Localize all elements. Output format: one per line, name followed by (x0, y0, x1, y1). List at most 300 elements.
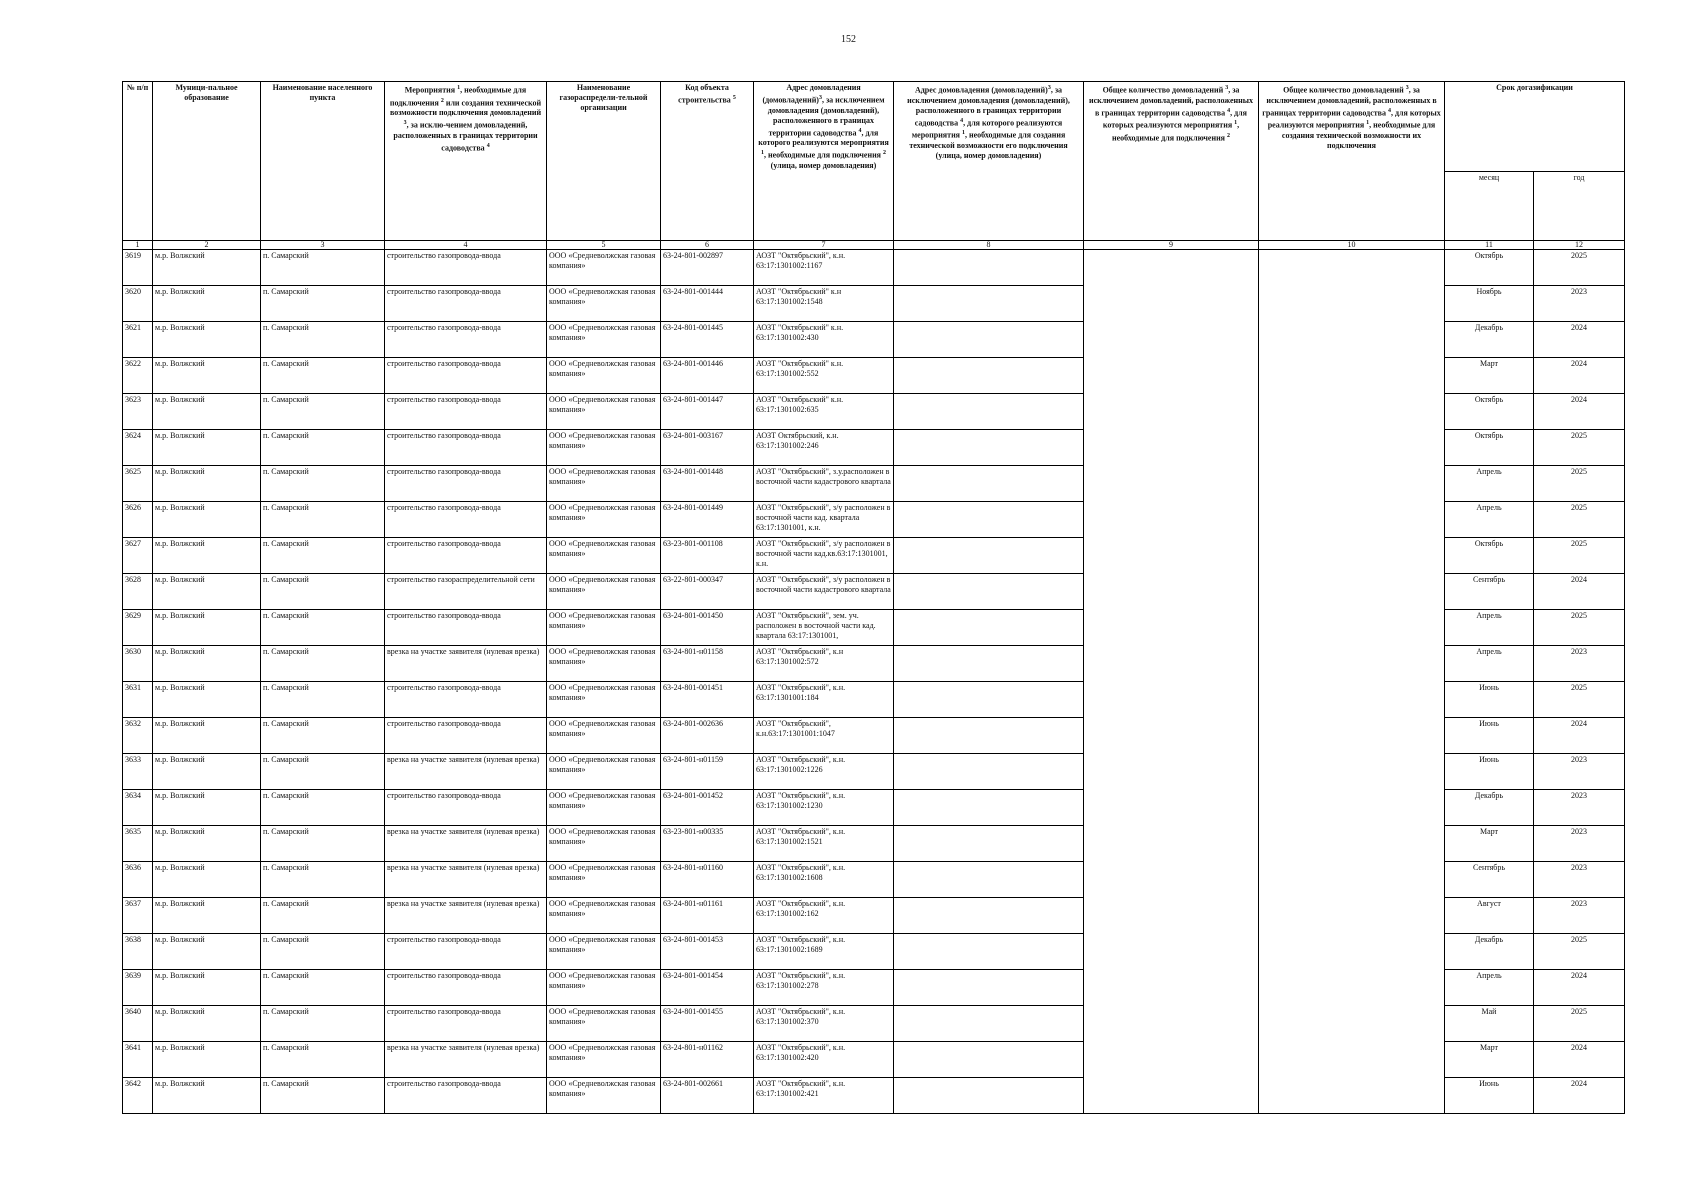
cell-row-number: 3633 (123, 754, 153, 790)
cell-year: 2025 (1534, 538, 1625, 574)
cell-address-technical (894, 754, 1084, 790)
cell-year: 2023 (1534, 790, 1625, 826)
cell-object-code: 63-24-801-001445 (661, 322, 754, 358)
cell-settlement: п. Самарский (261, 286, 385, 322)
cell-row-number: 3640 (123, 1006, 153, 1042)
cell-municipality: м.р. Волжский (153, 574, 261, 610)
cell-month: Декабрь (1445, 322, 1534, 358)
cell-address-technical (894, 394, 1084, 430)
table-row (123, 754, 1625, 790)
cell-organization: ООО «Средневолжская газовая компания» (547, 430, 661, 466)
cell-year: 2024 (1534, 394, 1625, 430)
cell-month: Октябрь (1445, 250, 1534, 286)
cell-count-technical (1259, 862, 1445, 898)
cell-month: Апрель (1445, 502, 1534, 538)
cell-address: АОЗТ "Октябрьский", к.н. 63:17:1301001:184 (754, 682, 894, 718)
table-body (123, 250, 1625, 1114)
header-deadline: Срок догазификации (1445, 82, 1625, 172)
cell-address-technical (894, 358, 1084, 394)
cell-organization: ООО «Средневолжская газовая компания» (547, 610, 661, 646)
cell-object-code: 63-24-801-001451 (661, 682, 754, 718)
cell-count-connection (1084, 646, 1259, 682)
cell-count-technical (1259, 1042, 1445, 1078)
table-row (123, 718, 1625, 754)
cell-municipality: м.р. Волжский (153, 610, 261, 646)
table-row (123, 970, 1625, 1006)
cell-object-code: 63-24-801-н01161 (661, 898, 754, 934)
cell-municipality: м.р. Волжский (153, 1006, 261, 1042)
cell-row-number: 3627 (123, 538, 153, 574)
cell-month: Декабрь (1445, 790, 1534, 826)
cell-count-connection (1084, 898, 1259, 934)
cell-address: АОЗТ "Октябрьский", з.у.расположен в восточной части кадастрового квартала (754, 466, 894, 502)
header-count-connection: Общее количество домовладений $^3$, за исключением домовладений, расположенных в границах территории садоводства $^4$, для которых реализуются мероприятия $^1$, необходимые для подключения $^2$ (1084, 82, 1259, 241)
column-number: 11 (1445, 241, 1534, 250)
cell-organization: ООО «Средневолжская газовая компания» (547, 826, 661, 862)
cell-settlement: п. Самарский (261, 430, 385, 466)
cell-settlement: п. Самарский (261, 610, 385, 646)
cell-event: строительство газопровода-ввода (385, 358, 547, 394)
header-events: Мероприятия $^1$, необходимые для подключения $^2$ или создания технической возможности подключения домовладений $^3$, за исклю-чением домовладений, расположенных в границах территории садоводства $^4$ (385, 82, 547, 241)
table-row (123, 358, 1625, 394)
cell-municipality: м.р. Волжский (153, 286, 261, 322)
cell-settlement: п. Самарский (261, 502, 385, 538)
cell-count-connection (1084, 466, 1259, 502)
cell-address: АОЗТ "Октябрьский", з/у расположен в восточной части кад. квартала 63:17:1301001, к.н. (754, 502, 894, 538)
cell-organization: ООО «Средневолжская газовая компания» (547, 538, 661, 574)
cell-municipality: м.р. Волжский (153, 1042, 261, 1078)
cell-year: 2023 (1534, 754, 1625, 790)
cell-count-connection (1084, 934, 1259, 970)
cell-address-technical (894, 610, 1084, 646)
cell-municipality: м.р. Волжский (153, 430, 261, 466)
column-number: 9 (1084, 241, 1259, 250)
column-number: 1 (123, 241, 153, 250)
cell-address-technical (894, 718, 1084, 754)
cell-object-code: 63-24-801-001444 (661, 286, 754, 322)
cell-year: 2025 (1534, 682, 1625, 718)
cell-month: Апрель (1445, 970, 1534, 1006)
cell-event: строительство газопровода-ввода (385, 430, 547, 466)
cell-count-technical (1259, 1078, 1445, 1114)
header-year: год (1534, 172, 1625, 241)
table-row (123, 682, 1625, 718)
cell-month: Сентябрь (1445, 574, 1534, 610)
cell-year: 2023 (1534, 646, 1625, 682)
cell-address-technical (894, 682, 1084, 718)
cell-row-number: 3636 (123, 862, 153, 898)
cell-address: АОЗТ "Октябрьский" к.н. 63:17:1301002:430 (754, 322, 894, 358)
cell-count-connection (1084, 394, 1259, 430)
cell-row-number: 3626 (123, 502, 153, 538)
cell-count-technical (1259, 610, 1445, 646)
cell-count-connection (1084, 862, 1259, 898)
cell-year: 2024 (1534, 718, 1625, 754)
cell-event: строительство газопровода-ввода (385, 250, 547, 286)
cell-count-technical (1259, 574, 1445, 610)
cell-event: врезка на участке заявителя (нулевая врезка) (385, 1042, 547, 1078)
cell-address: АОЗТ "Октябрьский", зем. уч. расположен в восточной части кад. квартала 63:17:1301001, (754, 610, 894, 646)
cell-organization: ООО «Средневолжская газовая компания» (547, 934, 661, 970)
page-number: 152 (841, 34, 856, 45)
cell-row-number: 3622 (123, 358, 153, 394)
cell-address: АОЗТ "Октябрьский", з/у расположен в восточной части кад.кв.63:17:1301001, к.н. (754, 538, 894, 574)
header-address-technical: Адрес домовладения (домовладений)$^3$, за исключением домовладения (домовладений), расположенного в границах территории садоводства $^4$, для которого реализуются мероприятия $^1$, необходимые для создания технической возможности его подключения (улица, номер домовладения) (894, 82, 1084, 241)
cell-address-technical (894, 646, 1084, 682)
cell-count-technical (1259, 790, 1445, 826)
cell-address: АОЗТ "Октябрьский", к.н. 63:17:1301002:1226 (754, 754, 894, 790)
cell-month: Октябрь (1445, 430, 1534, 466)
cell-month: Апрель (1445, 646, 1534, 682)
cell-event: строительство газопровода-ввода (385, 538, 547, 574)
cell-settlement: п. Самарский (261, 718, 385, 754)
cell-event: строительство газопровода-ввода (385, 1006, 547, 1042)
cell-count-technical (1259, 538, 1445, 574)
cell-count-technical (1259, 682, 1445, 718)
cell-event: строительство газопровода-ввода (385, 502, 547, 538)
cell-address: АОЗТ "Октябрьский", к.н. 63:17:1301002:370 (754, 1006, 894, 1042)
header-municipality: Муници-пальное образование (153, 82, 261, 241)
cell-row-number: 3621 (123, 322, 153, 358)
cell-count-connection (1084, 322, 1259, 358)
cell-year: 2025 (1534, 502, 1625, 538)
cell-address: АОЗТ "Октябрьский", к.н. 63:17:1301002:1521 (754, 826, 894, 862)
cell-count-connection (1084, 250, 1259, 286)
cell-settlement: п. Самарский (261, 898, 385, 934)
header-settlement: Наименование населенного пункта (261, 82, 385, 241)
cell-year: 2025 (1534, 1006, 1625, 1042)
cell-municipality: м.р. Волжский (153, 502, 261, 538)
column-number: 7 (754, 241, 894, 250)
table-row (123, 862, 1625, 898)
cell-year: 2024 (1534, 970, 1625, 1006)
cell-year: 2023 (1534, 826, 1625, 862)
cell-address-technical (894, 970, 1084, 1006)
cell-municipality: м.р. Волжский (153, 538, 261, 574)
cell-organization: ООО «Средневолжская газовая компания» (547, 646, 661, 682)
cell-count-technical (1259, 322, 1445, 358)
cell-object-code: 63-24-801-002661 (661, 1078, 754, 1114)
cell-address-technical (894, 322, 1084, 358)
cell-row-number: 3630 (123, 646, 153, 682)
table-row (123, 934, 1625, 970)
cell-settlement: п. Самарский (261, 466, 385, 502)
cell-municipality: м.р. Волжский (153, 898, 261, 934)
cell-month: Июнь (1445, 1078, 1534, 1114)
cell-year: 2024 (1534, 1078, 1625, 1114)
cell-year: 2024 (1534, 574, 1625, 610)
cell-settlement: п. Самарский (261, 322, 385, 358)
cell-count-connection (1084, 538, 1259, 574)
cell-address-technical (894, 1042, 1084, 1078)
column-number: 10 (1259, 241, 1445, 250)
cell-address: АОЗТ "Октябрьский" к.н 63:17:1301002:1548 (754, 286, 894, 322)
cell-month: Ноябрь (1445, 286, 1534, 322)
cell-count-technical (1259, 250, 1445, 286)
table-row (123, 502, 1625, 538)
cell-row-number: 3619 (123, 250, 153, 286)
cell-settlement: п. Самарский (261, 538, 385, 574)
cell-object-code: 63-23-801-001108 (661, 538, 754, 574)
header-count-technical: Общее количество домовладений $^3$, за исключением домовладений, расположенных в границах территории садоводства $^4$, для которых реализуются мероприятия $^1$, необходимые для создания технической возможности их подключения (1259, 82, 1445, 241)
cell-object-code: 63-24-801-001446 (661, 358, 754, 394)
cell-organization: ООО «Средневолжская газовая компания» (547, 1006, 661, 1042)
cell-month: Май (1445, 1006, 1534, 1042)
cell-count-technical (1259, 646, 1445, 682)
gasification-table (122, 81, 1625, 1114)
cell-count-connection (1084, 610, 1259, 646)
cell-object-code: 63-24-801-001450 (661, 610, 754, 646)
table-row (123, 1006, 1625, 1042)
cell-count-technical (1259, 466, 1445, 502)
cell-month: Июнь (1445, 754, 1534, 790)
column-number: 12 (1534, 241, 1625, 250)
column-number: 3 (261, 241, 385, 250)
cell-address: АОЗТ "Октябрьский", к.н. 63:17:1301002:278 (754, 970, 894, 1006)
cell-row-number: 3642 (123, 1078, 153, 1114)
table-row (123, 1078, 1625, 1114)
cell-year: 2024 (1534, 322, 1625, 358)
cell-event: врезка на участке заявителя (нулевая врезка) (385, 898, 547, 934)
cell-row-number: 3625 (123, 466, 153, 502)
cell-municipality: м.р. Волжский (153, 322, 261, 358)
cell-settlement: п. Самарский (261, 574, 385, 610)
cell-count-connection (1084, 1006, 1259, 1042)
cell-event: строительство газопровода-ввода (385, 1078, 547, 1114)
cell-event: строительство газопровода-ввода (385, 790, 547, 826)
cell-row-number: 3620 (123, 286, 153, 322)
cell-count-connection (1084, 358, 1259, 394)
cell-organization: ООО «Средневолжская газовая компания» (547, 394, 661, 430)
cell-settlement: п. Самарский (261, 790, 385, 826)
cell-address-technical (894, 1078, 1084, 1114)
table-row (123, 250, 1625, 286)
cell-object-code: 63-24-801-н01162 (661, 1042, 754, 1078)
cell-object-code: 63-22-801-000347 (661, 574, 754, 610)
cell-municipality: м.р. Волжский (153, 358, 261, 394)
cell-event: строительство газопровода-ввода (385, 286, 547, 322)
cell-object-code: 63-24-801-001453 (661, 934, 754, 970)
cell-settlement: п. Самарский (261, 1078, 385, 1114)
header-gas-organization: Наименование газораспредели-тельной организации (547, 82, 661, 241)
column-number-row (123, 241, 1625, 250)
cell-year: 2024 (1534, 358, 1625, 394)
cell-organization: ООО «Средневолжская газовая компания» (547, 718, 661, 754)
table-row (123, 286, 1625, 322)
cell-event: строительство газопровода-ввода (385, 394, 547, 430)
cell-month: Сентябрь (1445, 862, 1534, 898)
column-number: 8 (894, 241, 1084, 250)
cell-object-code: 63-24-801-н01160 (661, 862, 754, 898)
cell-count-technical (1259, 286, 1445, 322)
cell-event: строительство газопровода-ввода (385, 610, 547, 646)
cell-count-technical (1259, 754, 1445, 790)
cell-count-connection (1084, 430, 1259, 466)
cell-address: АОЗТ "Октябрьский", к.н. 63:17:1301002:420 (754, 1042, 894, 1078)
cell-object-code: 63-23-801-н00335 (661, 826, 754, 862)
table-row (123, 790, 1625, 826)
cell-address-technical (894, 898, 1084, 934)
cell-year: 2024 (1534, 1042, 1625, 1078)
cell-count-technical (1259, 430, 1445, 466)
cell-municipality: м.р. Волжский (153, 826, 261, 862)
cell-object-code: 63-24-801-001448 (661, 466, 754, 502)
cell-event: строительство газопровода-ввода (385, 466, 547, 502)
cell-object-code: 63-24-801-002897 (661, 250, 754, 286)
table-row (123, 1042, 1625, 1078)
column-number: 4 (385, 241, 547, 250)
cell-address-technical (894, 250, 1084, 286)
table-row (123, 826, 1625, 862)
cell-object-code: 63-24-801-003167 (661, 430, 754, 466)
cell-settlement: п. Самарский (261, 358, 385, 394)
cell-organization: ООО «Средневолжская газовая компания» (547, 502, 661, 538)
table-row (123, 610, 1625, 646)
cell-organization: ООО «Средневолжская газовая компания» (547, 682, 661, 718)
header-address-connection: Адрес домовладения (домовладений)$^3$, за исключением домовладения (домовладений), расположенного в границах территории садоводства $^4$, для которого реализуются мероприятия $^1$, необходимые для подключения $^2$ (улица, номер домовладения) (754, 82, 894, 241)
cell-count-technical (1259, 934, 1445, 970)
cell-municipality: м.р. Волжский (153, 970, 261, 1006)
cell-address-technical (894, 466, 1084, 502)
cell-address: АОЗТ "Октябрьский", к.н. 63:17:1301002:1689 (754, 934, 894, 970)
cell-row-number: 3624 (123, 430, 153, 466)
table-row (123, 898, 1625, 934)
cell-event: строительство газопровода-ввода (385, 682, 547, 718)
cell-address-technical (894, 1006, 1084, 1042)
cell-event: врезка на участке заявителя (нулевая врезка) (385, 862, 547, 898)
cell-month: Апрель (1445, 466, 1534, 502)
cell-year: 2025 (1534, 430, 1625, 466)
header-month: месяц (1445, 172, 1534, 241)
cell-row-number: 3634 (123, 790, 153, 826)
cell-address: АОЗТ "Октябрьский" к.н. 63:17:1301002:552 (754, 358, 894, 394)
cell-count-connection (1084, 718, 1259, 754)
cell-settlement: п. Самарский (261, 970, 385, 1006)
cell-event: строительство газораспределительной сети (385, 574, 547, 610)
table-row (123, 430, 1625, 466)
cell-organization: ООО «Средневолжская газовая компания» (547, 970, 661, 1006)
cell-count-technical (1259, 826, 1445, 862)
cell-object-code: 63-24-801-001452 (661, 790, 754, 826)
cell-row-number: 3623 (123, 394, 153, 430)
cell-settlement: п. Самарский (261, 862, 385, 898)
cell-count-connection (1084, 790, 1259, 826)
cell-month: Март (1445, 358, 1534, 394)
cell-count-connection (1084, 286, 1259, 322)
cell-count-connection (1084, 1042, 1259, 1078)
cell-organization: ООО «Средневолжская газовая компания» (547, 790, 661, 826)
column-number: 5 (547, 241, 661, 250)
cell-month: Июнь (1445, 682, 1534, 718)
cell-organization: ООО «Средневолжская газовая компания» (547, 286, 661, 322)
table-header (123, 82, 1625, 250)
column-number: 6 (661, 241, 754, 250)
cell-address: АОЗТ "Октябрьский" к.н. 63:17:1301002:635 (754, 394, 894, 430)
cell-year: 2023 (1534, 862, 1625, 898)
cell-row-number: 3639 (123, 970, 153, 1006)
cell-year: 2025 (1534, 610, 1625, 646)
cell-event: строительство газопровода-ввода (385, 934, 547, 970)
cell-count-connection (1084, 1078, 1259, 1114)
cell-settlement: п. Самарский (261, 826, 385, 862)
cell-address: АОЗТ "Октябрьский", к.н 63:17:1301002:572 (754, 646, 894, 682)
cell-object-code: 63-24-801-002636 (661, 718, 754, 754)
cell-settlement: п. Самарский (261, 1042, 385, 1078)
cell-address-technical (894, 790, 1084, 826)
cell-object-code: 63-24-801-001449 (661, 502, 754, 538)
cell-row-number: 3637 (123, 898, 153, 934)
cell-month: Октябрь (1445, 538, 1534, 574)
cell-count-technical (1259, 394, 1445, 430)
cell-count-technical (1259, 502, 1445, 538)
cell-settlement: п. Самарский (261, 934, 385, 970)
cell-row-number: 3638 (123, 934, 153, 970)
table-row (123, 466, 1625, 502)
cell-address: АОЗТ Октябрьский, к.н. 63:17:1301002:246 (754, 430, 894, 466)
cell-address-technical (894, 430, 1084, 466)
cell-year: 2023 (1534, 898, 1625, 934)
cell-month: Декабрь (1445, 934, 1534, 970)
cell-municipality: м.р. Волжский (153, 934, 261, 970)
cell-organization: ООО «Средневолжская газовая компания» (547, 322, 661, 358)
cell-row-number: 3628 (123, 574, 153, 610)
cell-count-technical (1259, 1006, 1445, 1042)
cell-address: АОЗТ "Октябрьский", к.н. 63:17:1301002:1230 (754, 790, 894, 826)
cell-organization: ООО «Средневолжская газовая компания» (547, 754, 661, 790)
cell-address-technical (894, 574, 1084, 610)
cell-municipality: м.р. Волжский (153, 646, 261, 682)
cell-count-connection (1084, 574, 1259, 610)
cell-object-code: 63-24-801-н01158 (661, 646, 754, 682)
cell-year: 2025 (1534, 250, 1625, 286)
cell-object-code: 63-24-801-001455 (661, 1006, 754, 1042)
cell-organization: ООО «Средневолжская газовая компания» (547, 250, 661, 286)
cell-address-technical (894, 826, 1084, 862)
cell-count-connection (1084, 682, 1259, 718)
cell-organization: ООО «Средневолжская газовая компания» (547, 1042, 661, 1078)
cell-municipality: м.р. Волжский (153, 682, 261, 718)
cell-object-code: 63-24-801-001447 (661, 394, 754, 430)
cell-count-connection (1084, 502, 1259, 538)
cell-settlement: п. Самарский (261, 754, 385, 790)
cell-settlement: п. Самарский (261, 394, 385, 430)
cell-row-number: 3632 (123, 718, 153, 754)
cell-address: АОЗТ "Октябрьский", к.н. 63:17:1301002:162 (754, 898, 894, 934)
header-number: № п/п (123, 82, 153, 241)
cell-count-technical (1259, 898, 1445, 934)
cell-municipality: м.р. Волжский (153, 1078, 261, 1114)
cell-count-connection (1084, 826, 1259, 862)
cell-year: 2025 (1534, 934, 1625, 970)
cell-municipality: м.р. Волжский (153, 718, 261, 754)
cell-month: Март (1445, 1042, 1534, 1078)
cell-municipality: м.р. Волжский (153, 862, 261, 898)
cell-month: Март (1445, 826, 1534, 862)
cell-row-number: 3629 (123, 610, 153, 646)
cell-count-technical (1259, 358, 1445, 394)
cell-event: строительство газопровода-ввода (385, 322, 547, 358)
cell-organization: ООО «Средневолжская газовая компания» (547, 862, 661, 898)
cell-address-technical (894, 934, 1084, 970)
cell-event: строительство газопровода-ввода (385, 970, 547, 1006)
cell-event: врезка на участке заявителя (нулевая врезка) (385, 826, 547, 862)
cell-count-connection (1084, 970, 1259, 1006)
header-object-code: Код объекта строительства $^5$ (661, 82, 754, 241)
cell-organization: ООО «Средневолжская газовая компания» (547, 574, 661, 610)
table-row (123, 538, 1625, 574)
cell-settlement: п. Самарский (261, 1006, 385, 1042)
cell-municipality: м.р. Волжский (153, 790, 261, 826)
